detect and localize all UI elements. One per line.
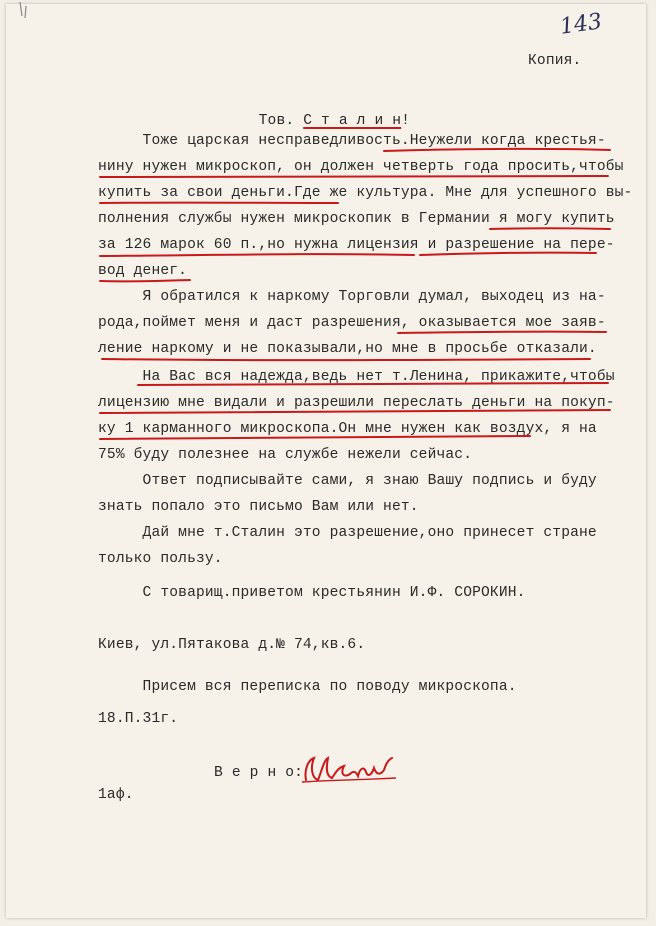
body-line: На Вас вся надежда,ведь нет т.Ленина, прикажите,чтобы [98, 369, 615, 385]
copy-label: Копия. [528, 53, 582, 69]
greeting-name: С т а л и н [303, 113, 402, 129]
signature-scribble [300, 750, 400, 790]
body-line: полнения службы нужен микроскопик в Германии я могу купить [98, 211, 615, 227]
body-line: ление наркому и не показывали,но мне в просьбе отказали. [98, 341, 597, 357]
body-line: рода,поймет меня и даст разрешения, оказывается мое заяв- [98, 315, 606, 331]
certification-label: В е р н о: [214, 765, 304, 781]
body-line: знать попало это письмо Вам или нет. [98, 499, 419, 515]
closing-line: С товарищ.приветом крестьянин И.Ф. СОРОКИН. [98, 585, 526, 601]
body-line: Тоже царская несправедливость.Неужели когда крестья- [98, 133, 606, 149]
folio-number: 143 [558, 9, 604, 40]
body-line: нину нужен микроскоп, он должен четверть года просить,чтобы [98, 159, 624, 175]
date-line: 18.П.31г. [98, 711, 179, 727]
body-line: Дай мне т.Сталин это разрешение,оно принесет стране [98, 525, 597, 541]
body-line: за 126 марок 60 п.,но нужна лицензия и разрешение на пере- [98, 237, 615, 253]
body-line: Я обратился к наркому Торговли думал, выходец из на- [98, 289, 606, 305]
enclosure-line: Присем вся переписка по поводу микроскопа. [98, 679, 517, 695]
body-line: ку 1 карманного микроскопа.Он мне нужен как воздух, я на [98, 421, 597, 437]
body-line: только пользу. [98, 551, 223, 567]
body-line: 75% буду полезнее на службе нежели сейчас. [98, 447, 473, 463]
greeting-suffix: ! [401, 113, 411, 129]
reference-code: 1аф. [98, 787, 134, 803]
body-line: купить за свои деньги.Где же культура. Мне для успешного вы- [98, 185, 633, 201]
address-line: Киев, ул.Пятакова д.№ 74,кв.6. [98, 637, 366, 653]
greeting-prefix: Тов. [258, 113, 304, 129]
body-line: вод денег. [98, 263, 188, 279]
body-line: Ответ подписывайте сами, я знаю Вашу подпись и буду [98, 473, 597, 489]
body-line: лицензию мне видали и разрешили переслать деньги на покуп- [98, 395, 615, 411]
corner-pencil-mark [12, 0, 42, 40]
